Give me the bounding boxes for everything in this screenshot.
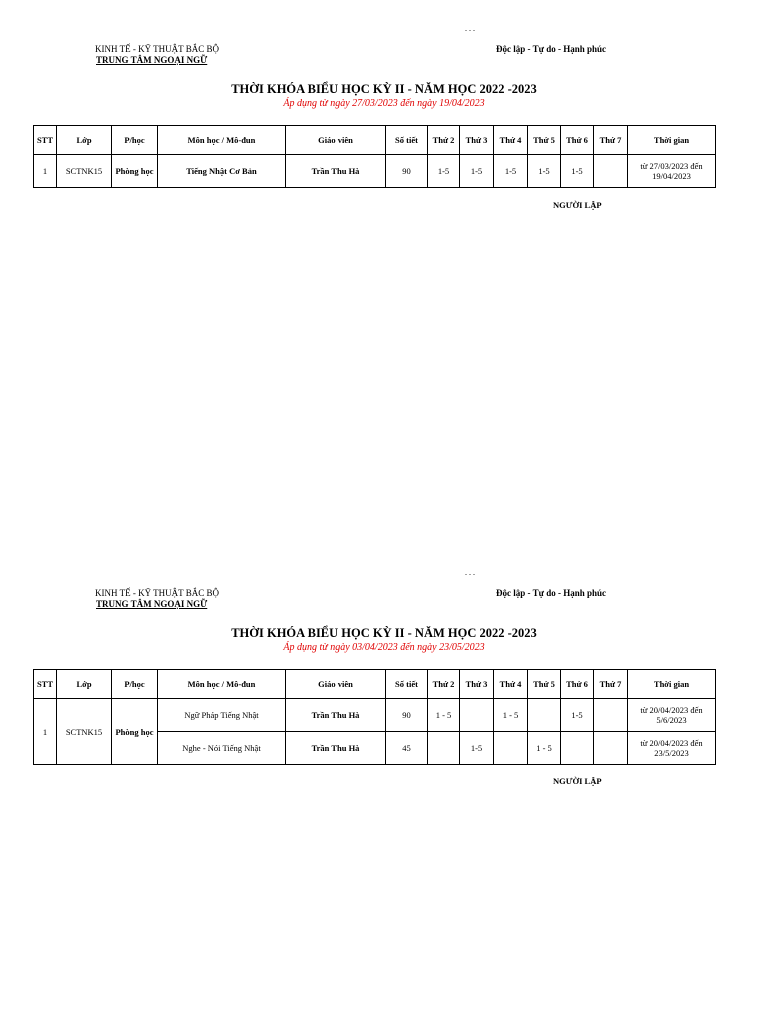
cell-fri [561,732,594,765]
cell-subject: Tiếng Nhật Cơ Bản [158,155,286,188]
cell-time: từ 20/04/2023 đến 5/6/2023 [628,699,716,732]
national-motto: Độc lập - Tự do - Hạnh phúc [496,588,607,598]
signer-label: NGƯỜI LẬP [553,200,602,210]
header-periods: Số tiết [386,670,428,699]
header-wed: Thứ 4 [494,126,528,155]
cell-subject: Ngữ Pháp Tiếng Nhật [158,699,286,732]
header-teacher: Giáo viên [286,126,386,155]
header-dots: . . . [465,24,475,33]
cell-wed: 1-5 [494,155,528,188]
cell-mon [428,732,460,765]
schedule-title: THỜI KHÓA BIỂU HỌC KỲ II - NĂM HỌC 2022 -2023 [231,626,537,640]
schedule-table [33,669,716,765]
cell-teacher: Trần Thu Hà [286,732,386,765]
cell-periods: 45 [386,732,428,765]
cell-wed [494,732,528,765]
cell-subject: Nghe - Nói Tiếng Nhật [158,732,286,765]
cell-wed: 1 - 5 [494,699,528,732]
header-class: Lớp [57,126,112,155]
header-tue: Thứ 3 [460,670,494,699]
cell-fri: 1-5 [561,155,594,188]
cell-thu: 1-5 [528,155,561,188]
org-parent-name: KINH TẾ - KỸ THUẬT BẮC BỘ [95,44,220,54]
signer-label: NGƯỜI LẬP [553,776,602,786]
schedule-date-range: Áp dụng từ ngày 03/04/2023 đến ngày 23/05/2023 [283,642,485,653]
cell-stt: 1 [34,699,57,765]
cell-tue [460,699,494,732]
org-center-name: TRUNG TÂM NGOẠI NGỮ [96,599,208,609]
header-class: Lớp [57,670,112,699]
cell-sat [594,732,628,765]
header-subject: Môn học / Mô-đun [158,670,286,699]
schedule-date-range: Áp dụng từ ngày 27/03/2023 đến ngày 19/04/2023 [283,98,485,109]
header-thu: Thứ 5 [528,670,561,699]
header-mon: Thứ 2 [428,126,460,155]
header-periods: Số tiết [386,126,428,155]
cell-fri: 1-5 [561,699,594,732]
schedule-title: THỜI KHÓA BIỂU HỌC KỲ II - NĂM HỌC 2022 -2023 [231,82,537,96]
header-time: Thời gian [628,126,716,155]
header-mon: Thứ 2 [428,670,460,699]
org-center-name: TRUNG TÂM NGOẠI NGỮ [96,55,208,65]
header-time: Thời gian [628,670,716,699]
cell-periods: 90 [386,699,428,732]
header-wed: Thứ 4 [494,670,528,699]
national-motto: Độc lập - Tự do - Hạnh phúc [496,44,607,54]
header-subject: Môn học / Mô-đun [158,126,286,155]
cell-sat [594,155,628,188]
cell-teacher: Trần Thu Hà [286,699,386,732]
table-row [34,699,716,732]
header-fri: Thứ 6 [561,126,594,155]
header-room: P/học [112,126,158,155]
header-teacher: Giáo viên [286,670,386,699]
cell-periods: 90 [386,155,428,188]
cell-teacher: Trần Thu Hà [286,155,386,188]
header-sat: Thứ 7 [594,126,628,155]
org-parent-name: KINH TẾ - KỸ THUẬT BẮC BỘ [95,588,220,598]
header-sat: Thứ 7 [594,670,628,699]
table-header-row [34,670,716,699]
cell-mon: 1-5 [428,155,460,188]
cell-time: từ 20/04/2023 đến 23/5/2023 [628,732,716,765]
header-dots: . . . [465,568,475,577]
header-room: P/học [112,670,158,699]
cell-mon: 1 - 5 [428,699,460,732]
cell-class: SCTNK15 [57,155,112,188]
cell-room: Phòng học [112,155,158,188]
cell-sat [594,699,628,732]
schedule-table [33,125,716,188]
header-tue: Thứ 3 [460,126,494,155]
cell-stt: 1 [34,155,57,188]
table-row [34,155,716,188]
cell-thu [528,699,561,732]
header-stt: STT [34,670,57,699]
header-stt: STT [34,126,57,155]
table-header-row [34,126,716,155]
cell-time: từ 27/03/2023 đến 19/04/2023 [628,155,716,188]
header-fri: Thứ 6 [561,670,594,699]
cell-room: Phòng học [112,699,158,765]
cell-tue: 1-5 [460,732,494,765]
cell-thu: 1 - 5 [528,732,561,765]
cell-class: SCTNK15 [57,699,112,765]
header-thu: Thứ 5 [528,126,561,155]
cell-tue: 1-5 [460,155,494,188]
